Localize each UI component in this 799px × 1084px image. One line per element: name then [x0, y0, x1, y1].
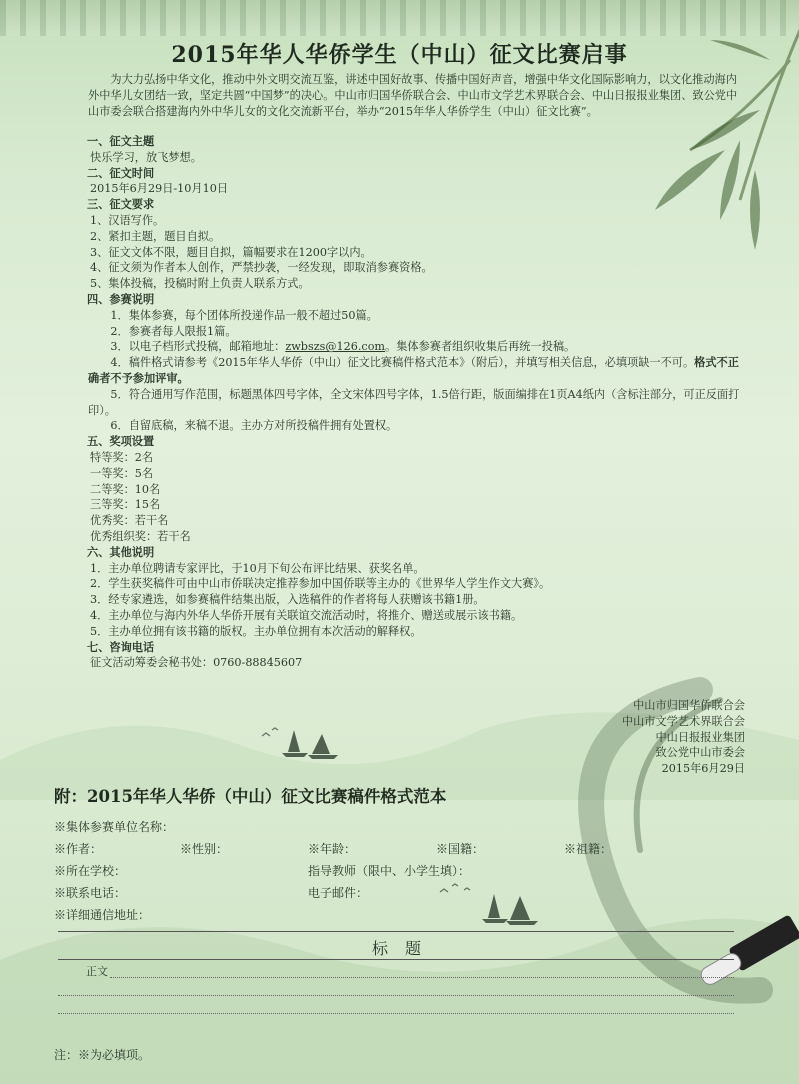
list-item: 2．学生获奖稿件可由中山市侨联决定推荐参加中国侨联等主办的《世界华人学生作文大赛》。	[90, 577, 551, 591]
list-item: 1．集体参赛，每个团体所投递作品一般不超过50篇。	[110, 308, 378, 322]
field-school-label: ※所在学校：	[54, 864, 127, 878]
field-ancestry-label: ※祖籍：	[564, 842, 613, 856]
section-heading: 三、征文要求	[87, 197, 155, 212]
notice-body	[88, 134, 748, 671]
organizer-name: 中山日报报业集团	[655, 730, 745, 744]
field-age-label: ※年龄：	[308, 842, 357, 856]
essay-heading: 标 题	[371, 939, 428, 958]
body-label: 正文	[86, 965, 108, 978]
section-heading: 二、征文时间	[87, 165, 155, 180]
item-text: 。集体参赛者组织收集后再统一投稿。	[385, 340, 576, 354]
required-note: 注：※为必填项。	[54, 1048, 151, 1062]
list-item: 3、征文文体不限，题目自拟，篇幅要求在1200字以内。	[90, 245, 372, 259]
section-heading: 七、咨询电话	[87, 639, 155, 654]
signature-block	[622, 698, 745, 777]
organizer-name: 中山市文学艺术界联合会	[621, 714, 745, 728]
list-item: 5．主办单位拥有该书籍的版权。主办单位拥有本次活动的解释权。	[90, 624, 422, 638]
organizer-name: 中山市归国华侨联合会	[633, 699, 745, 712]
list-item: 4．主办单位与海内外华人华侨开展有关联谊交流活动时，将推介、赠送或展示该书籍。	[90, 608, 523, 622]
item-text: 3．以电子档形式投稿，邮箱地址：	[110, 340, 286, 354]
intro-paragraph: 为大力弘扬中华文化，推动中外文明交流互鉴，讲述中国好故事、传播中国好声音，增强中华文化国际影响力，以文化推动海内外中华儿女团结一致，坚定共圆“中国梦”的决心。中山市归国华侨联合会、中山市文学艺术界联合会、中山日报报业集团、致公党中山市委会联合搭建海内外中华儿女的文化交流新平台，举办“2015年华人华侨学生（中山）征文比赛”。	[88, 73, 738, 118]
section-heading: 五、奖项设置	[87, 434, 155, 449]
list-item: 2、紧扣主题，题目自拟。	[90, 229, 221, 243]
list-item: 3．经专家遴选，如参赛稿件结集出版，入选稿件的作者将每人获赠该书籍1册。	[90, 593, 485, 607]
contact-phone: 征文活动筹委会秘书处：0760-88845607	[90, 656, 303, 670]
item-text: 4．稿件格式请参考《2015年华人华侨（中山）征文比赛稿件格式范本》（附后），并填写相关信息，必填项缺一不可。	[110, 356, 695, 370]
list-item: 1、汉语写作。	[90, 213, 165, 227]
award-item: 二等奖：10名	[90, 482, 161, 496]
list-item: 4、征文须为作者本人创作，严禁抄袭，一经发现，即取消参赛资格。	[90, 261, 433, 275]
field-nationality-label: ※国籍：	[436, 842, 485, 856]
list-item: 5、集体投稿，投稿时附上负责人联系方式。	[90, 277, 310, 291]
award-item: 一等奖：5名	[90, 466, 154, 480]
list-item	[88, 339, 748, 355]
annex-title: 附：2015年华人华侨（中山）征文比赛稿件格式范本	[54, 787, 447, 806]
award-item: 优秀奖：若干名	[90, 514, 169, 528]
section-heading: 四、参赛说明	[87, 291, 155, 306]
field-email-label: 电子邮件：	[308, 886, 369, 900]
bold-warning: 格式不正确者不予参加评审。	[88, 355, 739, 385]
field-unit-label: ※集体参赛单位名称：	[54, 820, 175, 834]
writing-line	[110, 977, 734, 978]
award-item: 三等奖：15名	[90, 498, 161, 512]
list-item: 5．符合通用写作范围，标题黑体四号字体，全文宋体四号字体，1.5倍行距，版面编排在1页A4纸内（含标注部分，可正反面打印）。	[88, 387, 740, 417]
writing-line	[58, 995, 734, 996]
field-gender-label: ※性别：	[180, 842, 229, 856]
divider-line	[58, 959, 734, 960]
section-heading: 一、征文主题	[87, 134, 155, 148]
divider-line	[58, 931, 734, 932]
email-link[interactable]: zwbszs@126.com	[285, 340, 386, 354]
award-item: 优秀组织奖：若干名	[90, 529, 191, 543]
issue-date: 2015年6月29日	[661, 762, 745, 776]
page-title: 2015年华人华侨学生（中山）征文比赛启事	[171, 42, 628, 68]
field-author-label: ※作者：	[54, 842, 103, 856]
award-item: 特等奖：2名	[90, 450, 154, 464]
field-teacher-label: 指导教师（限中、小学生填）：	[308, 864, 471, 878]
field-phone-label: ※联系电话：	[54, 886, 127, 900]
section-heading: 六、其他说明	[87, 544, 155, 559]
list-item: 2．参赛者每人限报1篇。	[110, 324, 237, 338]
organizer-name: 致公党中山市委会	[655, 746, 745, 760]
list-item: 6．自留底稿，来稿不退。主办方对所投稿件拥有处置权。	[110, 419, 398, 433]
field-address-label: ※详细通信地址：	[54, 908, 151, 922]
writing-line	[58, 1013, 734, 1014]
section-line: 2015年6月29日-10月10日	[90, 182, 229, 196]
list-item	[88, 355, 748, 387]
list-item: 1．主办单位聘请专家评比，于10月下旬公布评比结果、获奖名单。	[90, 561, 425, 575]
section-line: 快乐学习，放飞梦想。	[90, 150, 202, 164]
